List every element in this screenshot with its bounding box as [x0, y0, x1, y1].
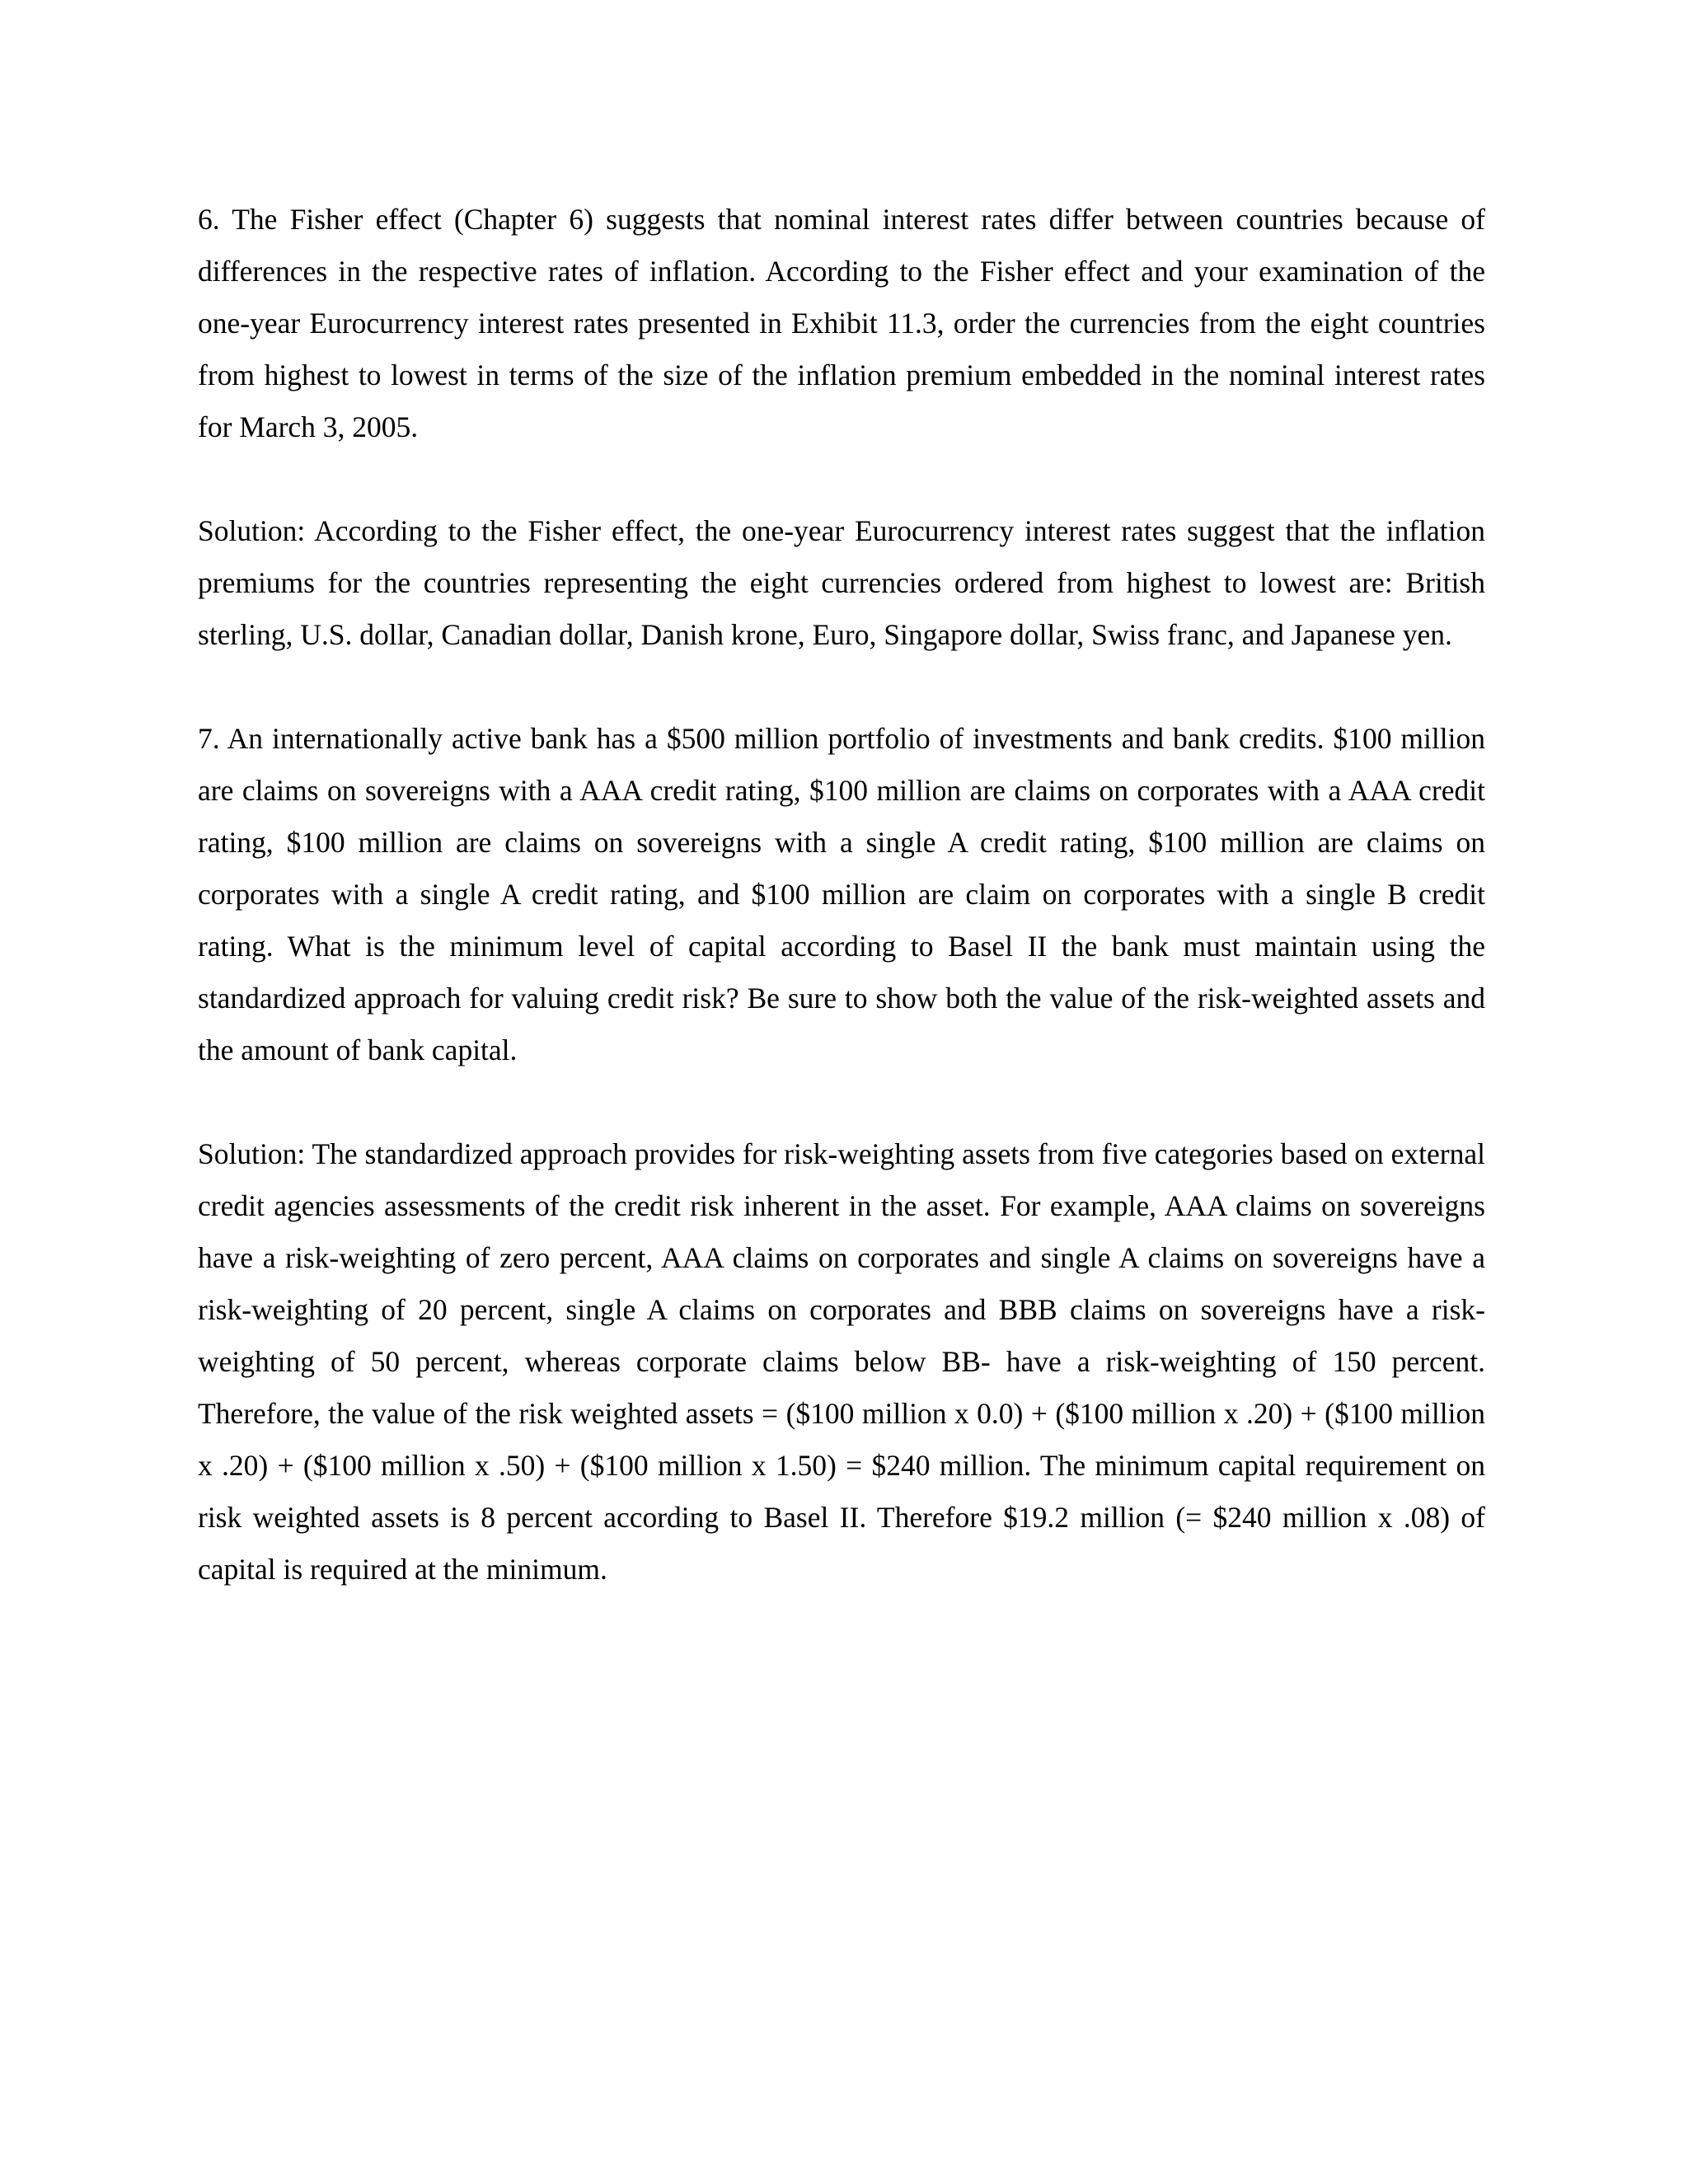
paragraph-spacer: [198, 453, 1485, 505]
question-7-paragraph: 7. An internationally active bank has a $500 million portfolio of investments and bank credits. $100 million are claims on sovereigns with a AAA credit rating, $100 million are claims on corporates with a AAA credit rating, $100 million are claims on sovereigns with a single A credit rating, $100 million are claims on corporates with a single A credit rating, and $100 million are claim on corporates with a single B credit rating. What is the minimum level of capital according to Basel II the bank must maintain using the standardized approach for valuing credit risk? Be sure to show both the value of the risk-weighted assets and the amount of bank capital.: [198, 722, 1485, 1066]
paragraph-spacer: [198, 661, 1485, 713]
solution-6-paragraph: Solution: According to the Fisher effect, the one-year Eurocurrency interest rates suggest that the inflation premiums for the countries representing the eight currencies ordered from highest to lowest are: British sterling, U.S. dollar, Canadian dollar, Danish krone, Euro, Singapore dollar, Swiss franc, and Japanese yen.: [198, 514, 1485, 651]
document-page: [198, 194, 1485, 1596]
question-6-paragraph: 6. The Fisher effect (Chapter 6) suggests that nominal interest rates differ between countries because of differences in the respective rates of inflation. According to the Fisher effect and your examination of the one-year Eurocurrency interest rates presented in Exhibit 11.3, order the currencies from the eight countries from highest to lowest in terms of the size of the inflation premium embedded in the nominal interest rates for March 3, 2005.: [198, 203, 1485, 443]
solution-7-paragraph: Solution: The standardized approach provides for risk-weighting assets from five categories based on external credit agencies assessments of the credit risk inherent in the asset. For example, AAA claims on sovereigns have a risk-weighting of zero percent, AAA claims on corporates and single A claims on sovereigns have a risk-weighting of 20 percent, single A claims on corporates and BBB claims on sovereigns have a risk-weighting of 50 percent, whereas corporate claims below BB- have a risk-weighting of 150 percent. Therefore, the value of the risk weighted assets = ($100 million x 0.0) + ($100 million x .20) + ($100 million x .20) + ($100 million x .50) + ($100 million x 1.50) = $240 million. The minimum capital requirement on risk weighted assets is 8 percent according to Basel II. Therefore $19.2 million (= $240 million x .08) of capital is required at the minimum.: [198, 1137, 1485, 1586]
paragraph-spacer: [198, 1076, 1485, 1128]
